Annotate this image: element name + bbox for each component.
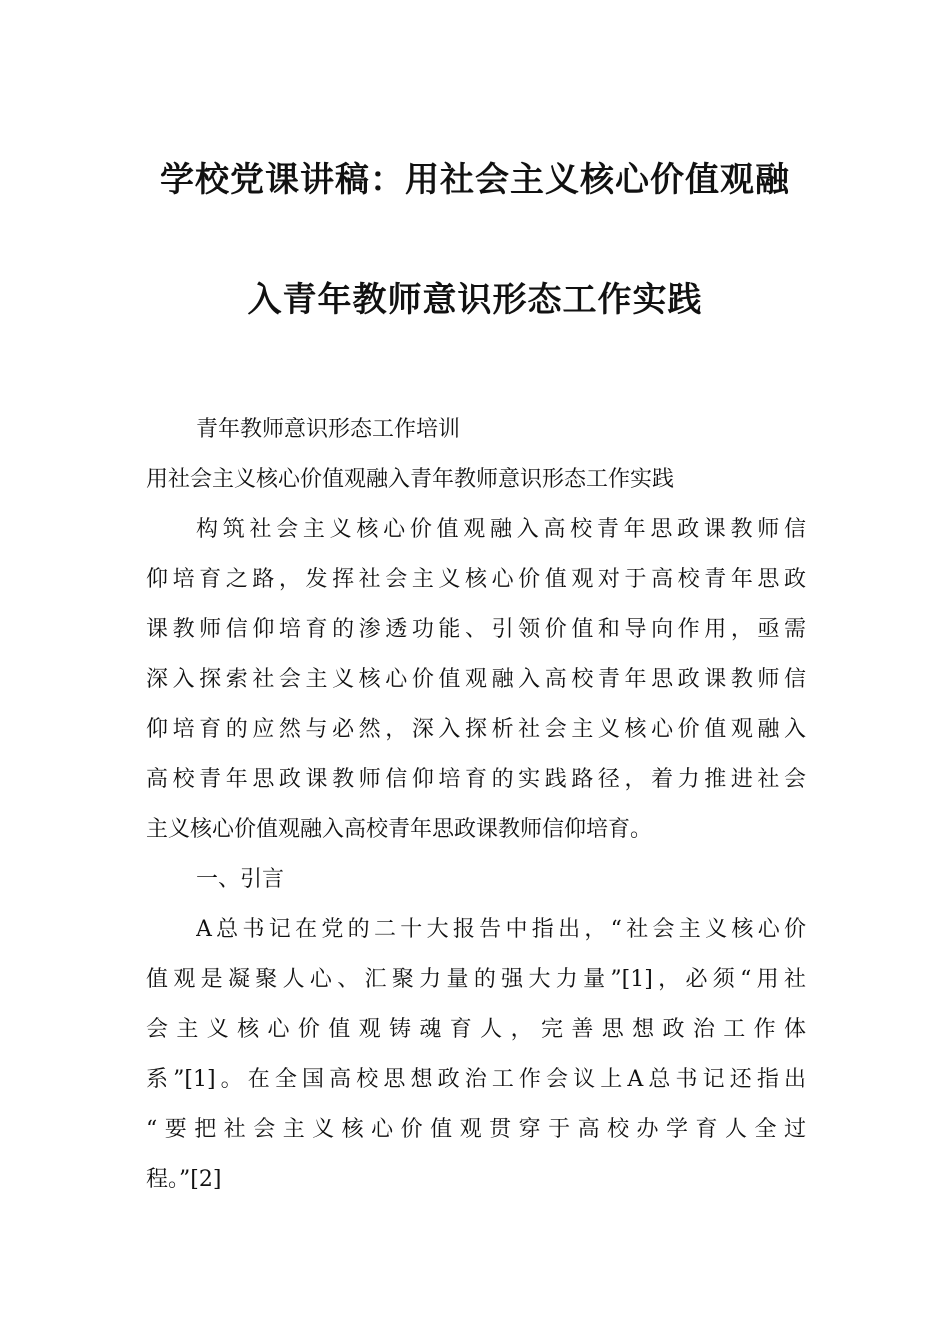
paragraph-2-line: 会主义核心价值观铸魂育人，完善思想政治工作体 xyxy=(146,1017,806,1042)
paragraph-1-line: 构筑社会主义核心价值观融入高校青年思政课教师信 xyxy=(196,517,806,542)
paragraph-2-line: 系”[1]。在全国高校思想政治工作会议上A总书记还指出 xyxy=(146,1067,806,1092)
paragraph-1-line: 主义核心价值观融入高校青年思政课教师信仰培育。 xyxy=(146,817,653,842)
section-heading: 一、引言 xyxy=(196,867,285,892)
subtitle-training: 青年教师意识形态工作培训 xyxy=(196,417,461,442)
paragraph-1-line: 仰培育的应然与必然，深入探析社会主义核心价值观融入 xyxy=(146,717,806,742)
paragraph-1-line: 课教师信仰培育的渗透功能、引领价值和导向作用，亟需 xyxy=(146,617,806,642)
paragraph-1-line: 高校青年思政课教师信仰培育的实践路径，着力推进社会 xyxy=(146,767,806,792)
subtitle-topic: 用社会主义核心价值观融入青年教师意识形态工作实践 xyxy=(146,467,675,492)
paragraph-1-line: 仰培育之路，发挥社会主义核心价值观对于高校青年思政 xyxy=(146,567,806,592)
paragraph-2-line: 值观是凝聚人心、汇聚力量的强大力量”[1]，必须“用社 xyxy=(146,967,806,992)
paragraph-2-line: “要把社会主义核心价值观贯穿于高校办学育人全过 xyxy=(146,1117,806,1142)
paragraph-2-line: 程。”[2] xyxy=(146,1167,222,1192)
paragraph-1-line: 深入探索社会主义核心价值观融入高校青年思政课教师信 xyxy=(146,667,806,692)
paragraph-2-line: A总书记在党的二十大报告中指出，“社会主义核心价 xyxy=(196,917,806,942)
document-title-line-2: 入青年教师意识形态工作实践 xyxy=(247,280,703,320)
document-title-line-1: 学校党课讲稿：用社会主义核心价值观融 xyxy=(160,160,790,200)
